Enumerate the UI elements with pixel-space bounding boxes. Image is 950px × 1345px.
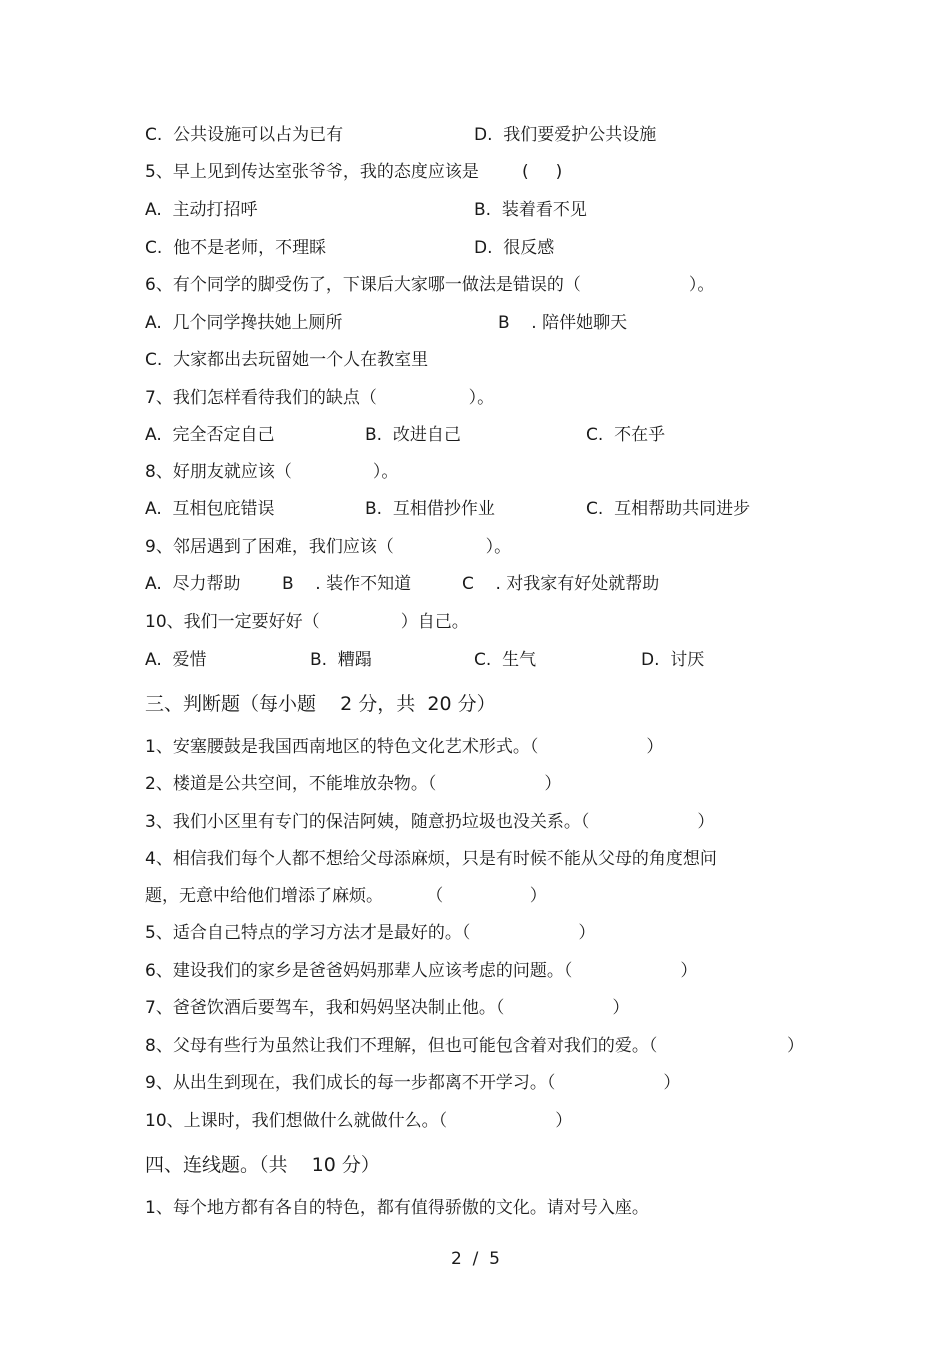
judge-item: 2、楼道是公共空间，不能堆放杂物。（ ） [145,774,562,794]
q5-option-a: A. 主动打招呼 [145,200,258,220]
judge-item: 7、爸爸饮酒后要驾车，我和妈妈坚决制止他。（ ） [145,998,630,1018]
q9-option-c: C . 对我家有好处就帮助 [462,574,660,594]
q9-option-b: B . 装作不知道 [282,574,412,594]
q10-option-b: B. 糟蹋 [310,650,372,670]
judge-item-continued: 题，无意中给他们增添了麻烦。 （ ） [145,886,547,906]
q7-option-c: C. 不在乎 [586,425,666,445]
q5-option-d: D. 很反感 [474,238,555,258]
judge-item: 10、上课时，我们想做什么就做什么。（ ） [145,1111,573,1131]
q7-option-a: A. 完全否定自己 [145,425,275,445]
judge-item: 3、我们小区里有专门的保洁阿姨，随意扔垃圾也没关系。（ ） [145,812,715,832]
q4-option-d: D. 我们要爱护公共设施 [474,125,657,145]
q8-stem: 8、好朋友就应该（ ）。 [145,462,399,482]
q10-option-a: A. 爱惜 [145,650,207,670]
q6-stem: 6、有个同学的脚受伤了，下课后大家哪一做法是错误的（ ）。 [145,275,715,295]
q6-option-a: A. 几个同学搀扶她上厕所 [145,313,343,333]
judge-item: 4、相信我们每个人都不想给父母添麻烦，只是有时候不能从父母的角度想问 [145,849,717,869]
judge-item: 6、建设我们的家乡是爸爸妈妈那辈人应该考虑的问题。（ ） [145,961,698,981]
matching-question: 1、每个地方都有各自的特色，都有值得骄傲的文化。请对号入座。 [145,1198,649,1218]
q10-stem: 10、我们一定要好好（ ）自己。 [145,612,469,632]
q7-option-b: B. 改进自己 [365,425,461,445]
section4-heading: 四、连线题。（共 10 分） [145,1154,380,1176]
judge-item: 5、适合自己特点的学习方法才是最好的。（ ） [145,923,596,943]
q6-option-c: C. 大家都出去玩留她一个人在教室里 [145,350,429,370]
q7-stem: 7、我们怎样看待我们的缺点（ ）。 [145,388,495,408]
page-number: 2 / 5 [451,1249,500,1269]
q5-stem: 5、早上见到传达室张爷爷，我的态度应该是 [145,162,479,182]
q6-option-b: B . 陪伴她聊天 [498,313,628,333]
q5-answer-blank: ( ) [522,162,563,182]
q4-option-c: C. 公共设施可以占为已有 [145,125,344,145]
section3-heading: 三、判断题（每小题 2 分，共 20 分） [145,693,496,715]
judge-item: 1、安塞腰鼓是我国西南地区的特色文化艺术形式。（ ） [145,737,664,757]
q8-option-a: A. 互相包庇错误 [145,499,275,519]
q5-option-b: B. 装着看不见 [474,200,587,220]
judge-item: 8、父母有些行为虽然让我们不理解，但也可能包含着对我们的爱。（ ） [145,1036,805,1056]
q8-option-b: B. 互相借抄作业 [365,499,495,519]
q5-option-c: C. 他不是老师，不理睬 [145,238,327,258]
q10-option-c: C. 生气 [474,650,537,670]
judge-item: 9、从出生到现在，我们成长的每一步都离不开学习。（ ） [145,1073,681,1093]
q10-option-d: D. 讨厌 [641,650,705,670]
q9-stem: 9、邻居遇到了困难，我们应该（ ）。 [145,537,512,557]
q8-option-c: C. 互相帮助共同进步 [586,499,751,519]
q9-option-a: A. 尽力帮助 [145,574,241,594]
